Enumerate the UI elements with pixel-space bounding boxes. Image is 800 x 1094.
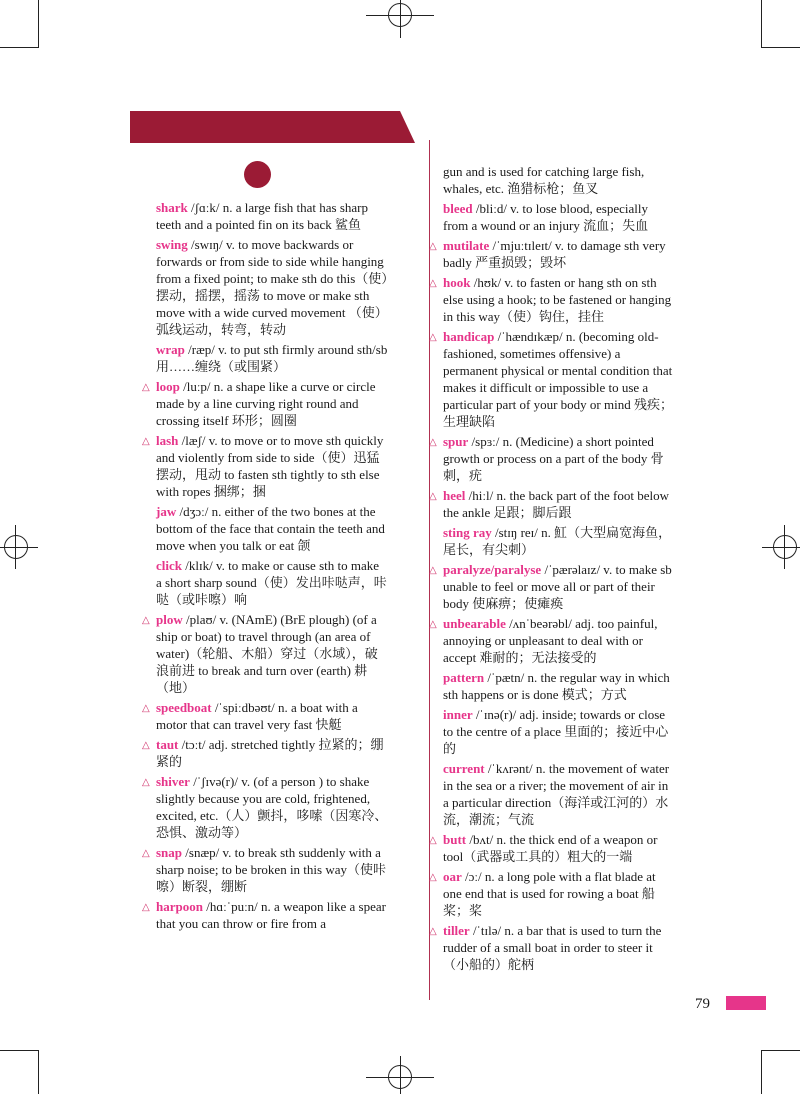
definition-text: /klɪk/ v. to make or cause sth to make a short sharp sound（使）发出咔哒声，咔哒（或咔嚓）响 [156,558,387,607]
triangle-marker-icon: △ [429,332,437,343]
glossary-entry [429,328,674,430]
glossary-entry [429,274,674,325]
registration-mark [773,535,797,559]
crop-mark [761,1050,762,1094]
definition-text: /læʃ/ v. to move or to move sth quickly and violently from side to side（使）迅猛摆动，甩动 to fasten sth tightly to sth else with ropes 捆绑；捆 [156,433,384,499]
definition-text: /ˈmjuːtɪleɪt/ v. to damage sth very badly 严重损毁；毁坏 [443,238,666,270]
glossary-entry [142,341,388,375]
definition-text: /ˈspiːdbəʊt/ n. a boat with a motor that can travel very fast 快艇 [156,700,358,732]
glossary-entry [142,844,388,895]
definition-text: /dʒɔː/ n. either of the two bones at the bottom of the face that contain the teeth and move when you talk or eat 颌 [156,504,385,553]
triangle-marker-icon: △ [429,835,437,846]
glossary-entry [142,699,388,733]
definition-text: /ɔː/ n. a long pole with a flat blade at one end that is used for rowing a boat 船桨；桨 [443,869,656,918]
definition-text: /ˈɪnə(r)/ adj. inside; towards or close to the centre of a place 里面的；接近中心的 [443,707,669,756]
glossary-entry [429,868,674,919]
headword: tiller [443,923,470,938]
triangle-marker-icon: △ [142,382,150,393]
crop-mark [762,1050,800,1051]
definition-text: /ʃɑːk/ n. a large fish that has sharp teeth and a pointed fin on its back 鲨鱼 [156,200,369,232]
headword: click [156,558,182,573]
definition-text: /ˈpærəlaɪz/ v. to make sb unable to feel or move all or part of their body 使麻痹；使瘫痪 [443,562,672,611]
headword: shark [156,200,188,215]
headword: handicap [443,329,495,344]
glossary-entry [429,615,674,666]
glossary-entry [142,236,388,338]
definition-text: /bliːd/ v. to lose blood, especially from a wound or an injury 流血；失血 [443,201,649,233]
definition-text: gun and is used for catching large fish, whales, etc. 渔猎标枪；鱼叉 [443,164,645,196]
registration-mark [388,1065,412,1089]
right-column [429,163,674,976]
headword: snap [156,845,183,860]
headword: mutilate [443,238,490,253]
triangle-marker-icon: △ [429,565,437,576]
definition-text: /ʌnˈbeərəbl/ adj. too painful, annoying or unpleasant to deal with or accept 难耐的；无法接受的 [443,616,658,665]
glossary-entry [142,432,388,500]
crop-mark [0,47,38,48]
glossary-entry [429,831,674,865]
headword: harpoon [156,899,203,914]
glossary-entry [429,487,674,521]
glossary-entry [429,706,674,757]
glossary-entry [429,237,674,271]
glossary-entry [142,898,388,932]
definition-text: /hʊk/ v. to fasten or hang sth on sth else using a hook; to be fastened or hanging in this way（使）钩住，挂住 [443,275,672,324]
definition-text: /plaʊ/ v. (NAmE) (BrE plough) (of a ship or boat) to travel through (an area of water)（轮船、木船）穿过（水域），破浪前进 to break and turn over (earth) 耕（地） [156,612,378,695]
definition-text: /ˈʃɪvə(r)/ v. (of a person ) to shake slightly because you are cold, frightened, excited, etc.（人）颤抖，哆嗦（因寒冷、恐惧、激动等） [156,774,388,840]
glossary-entry [429,433,674,484]
crop-mark [0,1050,38,1051]
headword: jaw [156,504,177,519]
headword: taut [156,737,179,752]
definition-text: /ræp/ v. to put sth firmly around sth/sb 用……缠绕（或围紧） [156,342,388,374]
glossary-entry [429,200,674,234]
crop-mark [761,0,762,48]
crop-mark [762,47,800,48]
headword: inner [443,707,473,722]
triangle-marker-icon: △ [142,740,150,751]
header-banner [130,111,415,143]
definition-text: /tɔːt/ adj. stretched tightly 拉紧的；绷紧的 [156,737,384,769]
triangle-marker-icon: △ [429,872,437,883]
definition-text: /bʌt/ n. the thick end of a weapon or tool（武器或工具的）粗大的一端 [443,832,658,864]
definition-text: /hiːl/ n. the back part of the foot below the ankle 足跟；脚后跟 [443,488,670,520]
glossary-entry [142,503,388,554]
headword: wrap [156,342,185,357]
definition-text: /ˈkʌrənt/ n. the movement of water in the sea or a river; the movement of air in a particular direction（海洋或江河的）水流，潮流；气流 [443,761,670,827]
headword: sting ray [443,525,492,540]
headword: spur [443,434,469,449]
glossary-entry [142,378,388,429]
headword: loop [156,379,180,394]
definition-text: /hɑːˈpuːn/ n. a weapon like a spear that you can throw or fire from a [156,899,386,931]
definition-text: /ˈpætn/ n. the regular way in which sth happens or is done 模式；方式 [443,670,670,702]
glossary-entry [429,561,674,612]
glossary-entry [142,736,388,770]
triangle-marker-icon: △ [429,241,437,252]
triangle-marker-icon: △ [429,926,437,937]
triangle-marker-icon: △ [429,619,437,630]
glossary-entry [429,760,674,828]
triangle-marker-icon: △ [142,436,150,447]
headword: speedboat [156,700,212,715]
crop-mark [38,1050,39,1094]
definition-text: /ˈtɪlə/ n. a bar that is used to turn the rudder of a small boat in order to steer it（小船的）舵柄 [443,923,662,972]
glossary-entry [142,557,388,608]
triangle-marker-icon: △ [142,848,150,859]
headword: heel [443,488,466,503]
headword: current [443,761,485,776]
triangle-marker-icon: △ [429,278,437,289]
headword: bleed [443,201,473,216]
glossary-entry [429,163,674,197]
section-dot [244,161,271,188]
headword: shiver [156,774,190,789]
glossary-entry [429,524,674,558]
glossary-entry [142,199,388,233]
glossary-entry [142,773,388,841]
headword: swing [156,237,188,252]
headword: pattern [443,670,485,685]
headword: butt [443,832,467,847]
triangle-marker-icon: △ [142,902,150,913]
triangle-marker-icon: △ [142,777,150,788]
registration-mark [4,535,28,559]
triangle-marker-icon: △ [429,491,437,502]
headword: unbearable [443,616,506,631]
headword: plow [156,612,183,627]
registration-mark [388,3,412,27]
definition-text: /stɪŋ reɪ/ n. 魟（大型扁宽海鱼，尾长，有尖刺） [443,525,672,557]
triangle-marker-icon: △ [429,437,437,448]
left-column [142,199,388,935]
headword: oar [443,869,462,884]
definition-text: /ˈhændɪkæp/ n. (becoming old-fashioned, sometimes offensive) a permanent physical or mental condition that makes it difficult or impossible to use a particular part of your body or mind 残疾；生理缺陷 [443,329,673,429]
triangle-marker-icon: △ [142,703,150,714]
headword: paralyze/paralyse [443,562,542,577]
headword: hook [443,275,471,290]
glossary-entry [429,922,674,973]
headword: lash [156,433,179,448]
definition-text: /snæp/ v. to break sth suddenly with a sharp noise; to be broken in this way（使咔嚓）断裂，绷断 [156,845,386,894]
triangle-marker-icon: △ [142,615,150,626]
definition-text: /luːp/ n. a shape like a curve or circle made by a line curving right round and crossing itself 环形；圆圈 [156,379,376,428]
definition-text: /swɪŋ/ v. to move backwards or forwards or from side to side while hanging from a fixed point; to make sth do this（使）摆动，摇摆，摇荡 to move or make sth move with a wide curved movement （使）弧线运动，转弯，转动 [156,237,388,337]
crop-mark [38,0,39,48]
glossary-entry [429,669,674,703]
definition-text: /spɜː/ n. (Medicine) a short pointed growth or process on a part of the body 骨刺，疣 [443,434,664,483]
glossary-entry [142,611,388,696]
page-number-bar [726,996,766,1010]
page-number: 79 [695,996,710,1012]
